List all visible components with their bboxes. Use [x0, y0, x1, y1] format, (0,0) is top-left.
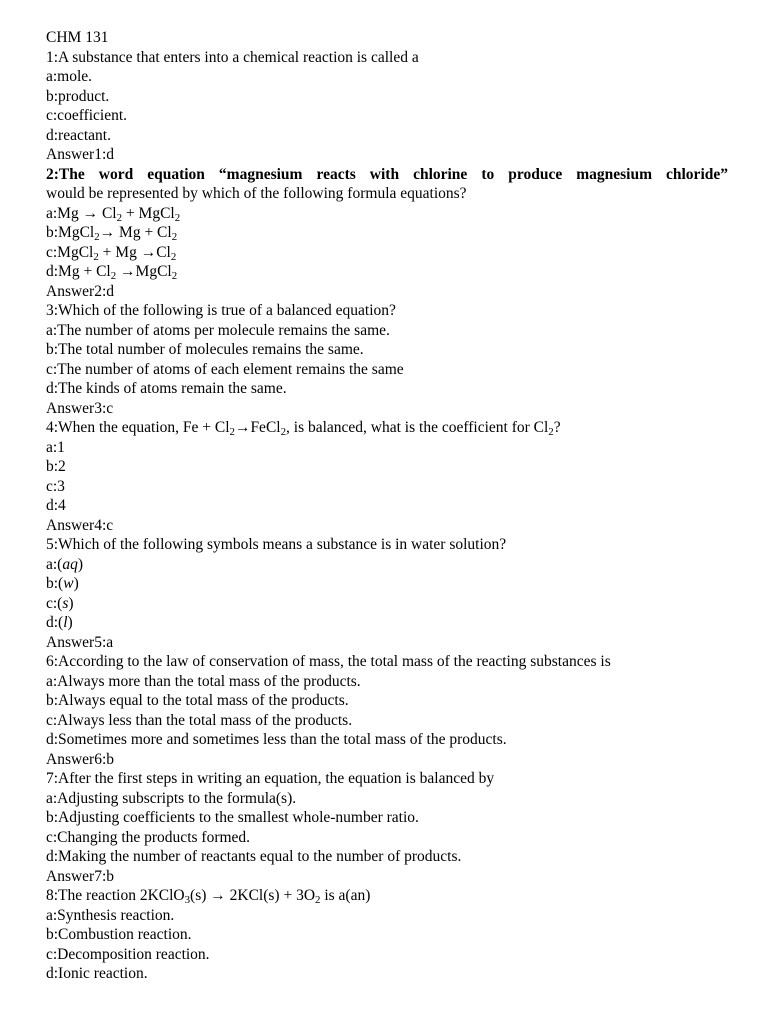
q1-answer: Answer1:d: [46, 146, 115, 163]
q2-option-a: a:Mg → $Cl_2$ + MgCl$_2$: [46, 204, 181, 223]
q6-option-a: a:Always more than the total mass of the products.: [46, 672, 361, 690]
q8-stem: 8:The reaction 2KClO$_3$(s) → $2KCl(s) + 3O_2$ is a(an): [46, 887, 371, 906]
q6-option-d: d:Sometimes more and sometimes less than the total mass of the products.: [46, 731, 507, 748]
q3-option-d: d:The kinds of atoms remain the same.: [46, 380, 287, 397]
q6-option-c: c:Always less than the total mass of the products.: [46, 711, 353, 729]
q3-option-a: a:The number of atoms per molecule remains the same.: [46, 321, 390, 339]
q4-stem: 4:When the equation, $Fe + Cl_2\to FeCl_2$, is balanced, what is the coefficient for $Cl_2$?: [46, 419, 561, 438]
q7-option-a: a:Adjusting subscripts to the formula(s).: [46, 789, 297, 807]
q7-answer: Answer7:b: [46, 867, 115, 885]
q5-answer: Answer5:a: [46, 633, 114, 651]
q4-option-c: c:3: [46, 477, 65, 495]
q1-option-a: a:mole.: [46, 68, 93, 85]
q4-option-b: b:2: [46, 458, 66, 475]
q6-option-b: b:Always equal to the total mass of the products.: [46, 692, 349, 709]
q7-option-c: c:Changing the products formed.: [46, 828, 251, 846]
q5-stem: 5:Which of the following symbols means a substance is in water solution?: [46, 536, 507, 553]
q7-option-d: d:Making the number of reactants equal to the number of products.: [46, 848, 462, 865]
q5-option-c: c:(s): [46, 594, 74, 612]
q5-option-b: b:(w): [46, 575, 79, 592]
q6-answer: Answer6:b: [46, 750, 115, 768]
q2-option-c: c:MgCl$_2$ + $Mg \to Cl_2$: [46, 243, 177, 262]
q6-stem: 6:According to the law of conservation of mass, the total mass of the reacting substances is: [46, 653, 611, 670]
q3-option-c: c:The number of atoms of each element remains the same: [46, 360, 404, 378]
q2-option-d: d:Mg + $Cl_2$ →MgCl$_2$: [46, 263, 178, 282]
q8-option-d: d:Ionic reaction.: [46, 965, 148, 982]
q2-answer: Answer2:d: [46, 282, 115, 300]
q2-stem-line1: 2:The word equation “magnesium reacts with chlorine to produce magnesium chloride”: [46, 165, 728, 183]
q5-option-d: d:(l): [46, 614, 73, 631]
q3-option-b: b:The total number of molecules remains the same.: [46, 341, 364, 358]
q8-option-c: c:Decomposition reaction.: [46, 945, 210, 963]
q3-answer: Answer3:c: [46, 399, 114, 417]
q2-option-b: b:MgCl$_2$→ $Mg + Cl_2$: [46, 224, 178, 243]
q1-stem: 1:A substance that enters into a chemical reaction is called a: [46, 48, 419, 66]
q1-option-c: c:coefficient.: [46, 107, 128, 124]
q7-option-b: b:Adjusting coefficients to the smallest whole-number ratio.: [46, 809, 419, 826]
q4-answer: Answer4:c: [46, 516, 114, 534]
q3-stem: 3:Which of the following is true of a balanced equation?: [46, 302, 396, 319]
q4-option-d: d:4: [46, 497, 66, 514]
q4-option-a: a:1: [46, 438, 65, 456]
q8-option-b: b:Combustion reaction.: [46, 926, 192, 943]
q5-option-a: a:(aq): [46, 555, 84, 573]
q1-option-d: d:reactant.: [46, 126, 111, 144]
q1-option-b: b:product.: [46, 87, 110, 105]
q2-stem-line2: would be represented by which of the following formula equations?: [46, 185, 467, 202]
course-title: CHM 131: [46, 29, 109, 46]
q8-option-a: a:Synthesis reaction.: [46, 906, 175, 924]
q7-stem: 7:After the first steps in writing an equation, the equation is balanced by: [46, 770, 495, 787]
